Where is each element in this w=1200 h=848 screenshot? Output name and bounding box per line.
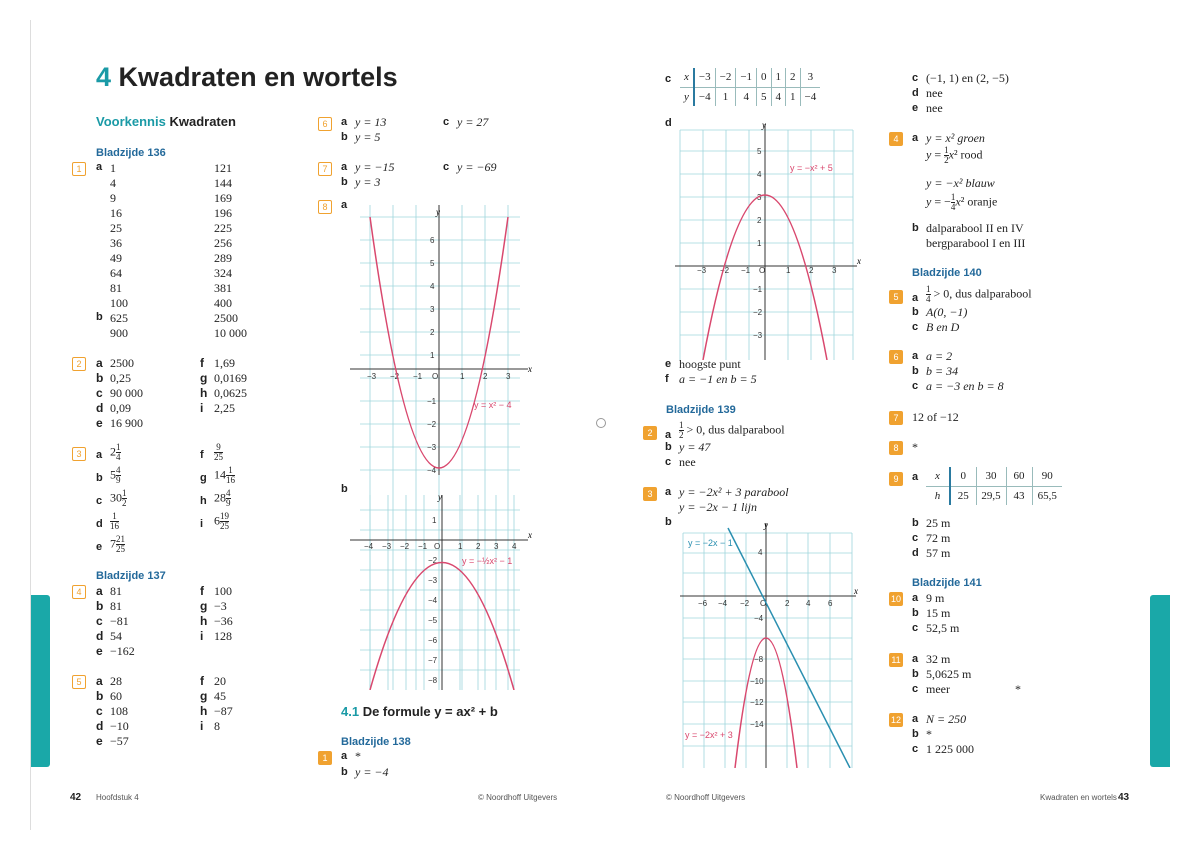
ex5r-a-letter: a [912, 292, 919, 304]
chapter-title [96, 62, 398, 93]
section-prior [96, 114, 236, 129]
table-cell: 25 [950, 486, 976, 505]
ex4-letters-right: f g h i [200, 584, 208, 643]
ex5-letters-left: a b c d e [96, 674, 104, 748]
center-mark-icon [596, 418, 606, 428]
ex3-number: 3 [72, 447, 86, 461]
header-140: Bladzijde 140 [912, 267, 982, 279]
ex7-a-letter: a [341, 161, 348, 173]
table-cell: 30 [976, 467, 1006, 486]
footer-right-title: Kwadraten en wortels [1040, 793, 1117, 802]
table-cell: −1 [736, 68, 757, 87]
footer-right-pub: © Noordhoff Uitgevers [666, 793, 746, 802]
footer-left-pub: © Noordhoff Uitgevers [478, 793, 558, 802]
ex9r-b: 25 m [926, 516, 951, 530]
section-41-title: De formule y = ax² + b [362, 704, 498, 719]
table-cell: −4 [694, 87, 715, 106]
svg-text:−1: −1 [427, 397, 437, 406]
svg-text:−6: −6 [428, 636, 438, 645]
ex7-a: y = −15 [355, 160, 395, 174]
svg-text:O: O [760, 599, 767, 608]
ex4-letters-left: a b c d e [96, 584, 104, 658]
ex11r-c-letter: c [912, 683, 919, 695]
ex5r-c: B en D [926, 320, 960, 334]
svg-text:2: 2 [785, 599, 790, 608]
ex5-number: 5 [72, 675, 86, 689]
chapter-number: 4 [96, 62, 112, 92]
svg-text:1: 1 [430, 351, 435, 360]
section-41-label: 4.1 [341, 704, 360, 719]
ex6r-b-letter: b [912, 365, 919, 377]
ex8-a-letter: a [341, 199, 348, 211]
table-cell: −2 [715, 68, 736, 87]
p139-2-a: $\frac{1}{2}$ > 0, dus dalparabool [679, 420, 785, 440]
table-cell: 1 [715, 87, 736, 106]
ex4-right: 100 −3 −36 128 [214, 584, 233, 643]
ex4-left: 81 81 −81 54 −162 [110, 584, 135, 658]
section-prior-title: Kwadraten [169, 114, 236, 129]
ex4r-a4-line: y = − $\frac{1}{4}$ x² oranje [926, 192, 998, 212]
table-cell: h [926, 486, 950, 505]
svg-text:−8: −8 [428, 676, 438, 685]
svg-text:−7: −7 [428, 656, 438, 665]
ex4r-a2-line: y = $\frac{1}{2}$ x² rood [926, 145, 983, 165]
ex5-left: 28 60 108 −10 −57 [110, 674, 129, 748]
p139-2-a-letter: a [665, 429, 672, 441]
table-cell: 0 [757, 68, 772, 87]
svg-text:2: 2 [757, 216, 762, 225]
svg-text:−3: −3 [697, 266, 707, 275]
ex2-left: 2500 0,25 90 000 0,09 16 900 [110, 356, 143, 430]
table-c-y-row [680, 87, 820, 106]
svg-text:−14: −14 [750, 720, 764, 729]
table-cell: 2 [786, 68, 801, 87]
d-letter: d [665, 117, 672, 129]
svg-text:−1: −1 [753, 285, 763, 294]
ex10r-number: 10 [890, 594, 901, 604]
section-41 [341, 704, 498, 719]
table-cell: x [680, 68, 694, 87]
ex9r-d-letter: d [912, 547, 919, 559]
svg-text:4: 4 [430, 282, 435, 291]
ex5r-number: 5 [889, 290, 903, 304]
svg-text:−3: −3 [427, 443, 437, 452]
side-tab-left [30, 595, 50, 767]
ex2-letters-right: f g h i [200, 356, 208, 415]
ex4r-b2: bergparabool I en III [926, 236, 1026, 250]
f-letter: f [665, 373, 669, 385]
p139-3-a-letter: a [665, 486, 672, 498]
chapter-title-text: Kwadraten en wortels [118, 62, 398, 92]
svg-text:5: 5 [430, 259, 435, 268]
ex6r-number: 6 [889, 350, 903, 364]
p139-2-c: nee [679, 455, 696, 469]
c-letter: c [665, 73, 672, 85]
p139-3-a2: y = −2x − 1 lijn [679, 500, 757, 514]
ex6-b-letter: b [341, 131, 348, 143]
p139-3-b-letter: b [665, 516, 672, 528]
ex7-number: 7 [318, 162, 332, 176]
ex11r-a: 32 m [926, 652, 951, 666]
svg-text:−4: −4 [754, 614, 764, 623]
svg-text:1: 1 [458, 542, 463, 551]
table-cell: 65,5 [1037, 489, 1057, 502]
table-cell: −4 [804, 90, 817, 103]
ex6-c: y = 27 [457, 115, 489, 129]
table-cell: 1 [786, 87, 801, 106]
ex9r-a-letter: a [912, 471, 919, 483]
ex10r-b-letter: b [912, 607, 919, 619]
svg-text:4: 4 [758, 548, 763, 557]
svg-text:1: 1 [432, 516, 437, 525]
rt-e: nee [926, 101, 943, 115]
ex4r-a2: rood [960, 147, 983, 162]
table-cell: 60 [1006, 467, 1032, 486]
ex1-b-col2: 2500 10 000 [214, 311, 247, 340]
p138-b-letter: b [341, 766, 348, 778]
p139-ex3-number: 3 [643, 487, 657, 501]
svg-text:−1: −1 [418, 542, 428, 551]
ex12r-b: * [926, 727, 932, 741]
ex6-b: y = 5 [355, 130, 381, 144]
ex9r-d: 57 m [926, 546, 951, 560]
ex12r-c-letter: c [912, 743, 919, 755]
ex-e: hoogste punt [679, 357, 741, 371]
svg-text:−10: −10 [750, 677, 764, 686]
svg-text:−3: −3 [428, 576, 438, 585]
svg-text:4: 4 [757, 170, 762, 179]
ex11r-a-letter: a [912, 653, 919, 665]
p139-2-a-text: > 0, dus dalparabool [686, 422, 785, 437]
ex-f: a = −1 en b = 5 [679, 372, 757, 386]
svg-text:y: y [438, 492, 442, 502]
svg-text:3: 3 [430, 305, 435, 314]
svg-text:−1: −1 [741, 266, 751, 275]
rt-d-letter: d [912, 87, 919, 99]
svg-text:1: 1 [460, 372, 465, 381]
p138-a: * [355, 749, 361, 763]
graph-d-label: y = −x² + 5 [790, 163, 833, 173]
ex8-b-letter: b [341, 483, 348, 495]
svg-text:3: 3 [832, 266, 837, 275]
ex6r-a: a = 2 [926, 349, 953, 363]
ex1-a-col2: 121 144 169 196 225 256 289 324 381 400 [214, 161, 232, 310]
ex5r-a: $\frac{1}{4}$ > 0, dus dalparabool [926, 284, 1032, 304]
ex2-letters-left: a b c d e [96, 356, 104, 430]
ex8r-number: 8 [889, 441, 903, 455]
ex2-right: 1,69 0,0169 0,0625 2,25 [214, 356, 247, 415]
ex8-number: 8 [318, 200, 332, 214]
header-136: Bladzijde 136 [96, 147, 166, 159]
graph-3b-line-label: y = −2x − 1 [688, 538, 733, 548]
ex12r-c: 1 225 000 [926, 742, 974, 756]
ex4r-a4: oranje [967, 194, 998, 209]
table-c-x-row [680, 68, 820, 87]
graph-8a-label: y = x² − 4 [474, 400, 512, 410]
table-cell: 4 [736, 87, 757, 106]
table-cell: 29,5 [976, 486, 1006, 505]
ex10r-a-letter: a [912, 592, 919, 604]
ex9r-number: 9 [889, 472, 903, 486]
ex4r-b-letter: b [912, 222, 919, 234]
p138-b: y = −4 [355, 765, 389, 779]
ex1-a-col1: 1 4 9 16 25 36 49 64 81 100 [110, 161, 128, 310]
table-cell: 1 [771, 68, 786, 87]
svg-text:4: 4 [512, 542, 517, 551]
svg-text:−2: −2 [740, 599, 750, 608]
ex7-c: y = −69 [457, 160, 497, 174]
ex11r-c: meer [926, 682, 950, 696]
p139-ex2-number: 2 [643, 426, 657, 440]
footer-right-page: 43 [1118, 792, 1130, 803]
ex9r-b-letter: b [912, 517, 919, 529]
graph-d [675, 120, 865, 360]
table-cell: 4 [771, 87, 786, 106]
svg-text:−2: −2 [720, 266, 730, 275]
table-cell: 90 [1032, 467, 1062, 486]
ex7-c-letter: c [443, 161, 450, 173]
ex1-b-letter: b [96, 311, 103, 323]
svg-text:3: 3 [494, 542, 499, 551]
ex4r-a-letter: a [912, 132, 919, 144]
svg-text:−4: −4 [364, 542, 374, 551]
header-139: Bladzijde 139 [666, 404, 736, 416]
graph-3b [680, 518, 860, 768]
svg-text:−6: −6 [698, 599, 708, 608]
ex5-right: 20 45 −87 8 [214, 674, 233, 733]
svg-text:y: y [762, 120, 766, 130]
svg-text:5: 5 [757, 147, 762, 156]
svg-text:−2: −2 [753, 308, 763, 317]
svg-text:−3: −3 [382, 542, 392, 551]
ex5r-b: A(0, −1) [926, 305, 968, 319]
ex5-letters-right: f g h i [200, 674, 208, 733]
svg-text:−2: −2 [428, 556, 438, 565]
svg-text:−4: −4 [428, 596, 438, 605]
p138-a-letter: a [341, 750, 348, 762]
svg-text:3: 3 [757, 193, 762, 202]
page-fold-line [30, 20, 31, 830]
svg-text:2: 2 [476, 542, 481, 551]
ex1-b-col1: 625 900 [110, 311, 128, 340]
table-cell: 3 [800, 68, 820, 87]
ex6-number: 6 [318, 117, 332, 131]
ex11r-star: * [1015, 682, 1021, 696]
svg-text:6: 6 [828, 599, 833, 608]
ex1-a-letter: a [96, 161, 103, 173]
ex4r-a3: y = −x² blauw [926, 176, 995, 190]
table-cell: −3 [694, 68, 715, 87]
ex6r-a-letter: a [912, 350, 919, 362]
table-9a-h-row [926, 486, 1062, 505]
svg-text:1: 1 [786, 266, 791, 275]
graph-8a [350, 205, 540, 690]
ex12r-b-letter: b [912, 728, 919, 740]
svg-text:−12: −12 [750, 698, 764, 707]
table-9a-x-row [926, 467, 1062, 486]
graph-8b-label: y = −½x² − 1 [462, 556, 513, 566]
ex9r-c: 72 m [926, 531, 951, 545]
ex7r-a: 12 of −12 [912, 410, 959, 424]
ex12r-number: 12 [890, 715, 901, 725]
ex6-a-letter: a [341, 116, 348, 128]
ex4r-number: 4 [889, 132, 903, 146]
svg-text:O: O [759, 266, 766, 275]
ex4r-b1: dalparabool II en IV [926, 221, 1024, 235]
table-cell: x [926, 467, 950, 486]
svg-text:1: 1 [757, 239, 762, 248]
svg-text:y: y [436, 207, 440, 217]
svg-text:−1: −1 [413, 372, 423, 381]
side-tab-right [1150, 595, 1170, 767]
ex8r-a: * [912, 440, 918, 454]
ex7-b-letter: b [341, 176, 348, 188]
table-c [680, 68, 820, 106]
rt-d: nee [926, 86, 943, 100]
ex10r-c: 52,5 m [926, 621, 960, 635]
table-cell: 5 [757, 87, 772, 106]
svg-text:6: 6 [430, 236, 435, 245]
ex6-a: y = 13 [355, 115, 387, 129]
svg-text:2: 2 [809, 266, 814, 275]
p139-2-b-letter: b [665, 441, 672, 453]
ex6r-b: b = 34 [926, 364, 959, 378]
p139-2-c-letter: c [665, 456, 672, 468]
ex4r-a1: y = x² groen [926, 131, 985, 145]
svg-text:x: x [857, 256, 861, 266]
header-138: Bladzijde 138 [341, 736, 411, 748]
svg-text:O: O [434, 542, 441, 551]
svg-text:2: 2 [430, 328, 435, 337]
footer-left-page: 42 [70, 792, 82, 803]
table-cell: 43 [1006, 486, 1032, 505]
header-137: Bladzijde 137 [96, 570, 166, 582]
table-cell: 0 [950, 467, 976, 486]
ex12r-a: N = 250 [926, 712, 967, 726]
svg-text:O: O [432, 372, 439, 381]
ex1-number: 1 [72, 162, 86, 176]
ex10r-c-letter: c [912, 622, 919, 634]
header-141: Bladzijde 141 [912, 577, 982, 589]
ex7r-number: 7 [889, 411, 903, 425]
svg-text:−3: −3 [367, 372, 377, 381]
svg-text:y: y [764, 520, 768, 530]
svg-text:−4: −4 [718, 599, 728, 608]
ex4-number: 4 [72, 585, 86, 599]
graph-3b-parab-label: y = −2x² + 3 [685, 730, 733, 740]
footer-left-title: Hoofdstuk 4 [96, 793, 139, 802]
ex2-number: 2 [72, 357, 86, 371]
svg-text:−4: −4 [427, 466, 437, 475]
svg-text:−3: −3 [753, 331, 763, 340]
ex6r-c: a = −3 en b = 8 [926, 379, 1004, 393]
ex12r-a-letter: a [912, 713, 919, 725]
section-prior-label: Voorkennis [96, 114, 166, 129]
svg-text:x: x [528, 364, 532, 374]
ex5r-c-letter: c [912, 321, 919, 333]
ex6r-c-letter: c [912, 380, 919, 392]
svg-text:2: 2 [483, 372, 488, 381]
ex5r-b-letter: b [912, 306, 919, 318]
svg-text:4: 4 [806, 599, 811, 608]
svg-text:x: x [854, 586, 858, 596]
ex7-b: y = 3 [355, 175, 381, 189]
svg-text:3: 3 [506, 372, 511, 381]
e-letter: e [665, 358, 672, 370]
svg-text:−2: −2 [427, 420, 437, 429]
ex11r-number: 11 [889, 653, 903, 667]
svg-text:−5: −5 [428, 616, 438, 625]
rt-e-letter: e [912, 102, 919, 114]
ex11r-b-letter: b [912, 668, 919, 680]
p139-2-b: y = 47 [679, 440, 711, 454]
ex5r-a-text: > 0, dus dalparabool [933, 286, 1032, 301]
ex9r-c-letter: c [912, 532, 919, 544]
svg-text:−2: −2 [400, 542, 410, 551]
rt-c: (−1, 1) en (2, −5) [926, 71, 1009, 85]
p138-ex1-number: 1 [318, 751, 332, 765]
svg-text:x: x [528, 530, 532, 540]
ex11r-b: 5,0625 m [926, 667, 972, 681]
ex10r-b: 15 m [926, 606, 951, 620]
table-cell: y [680, 87, 694, 106]
svg-text:−2: −2 [390, 372, 400, 381]
rt-c-letter: c [912, 72, 919, 84]
svg-text:−8: −8 [754, 655, 764, 664]
ex10r-a: 9 m [926, 591, 945, 605]
table-9a [926, 467, 1062, 505]
ex6-c-letter: c [443, 116, 450, 128]
p139-3-a1: y = −2x² + 3 parabool [679, 485, 789, 499]
